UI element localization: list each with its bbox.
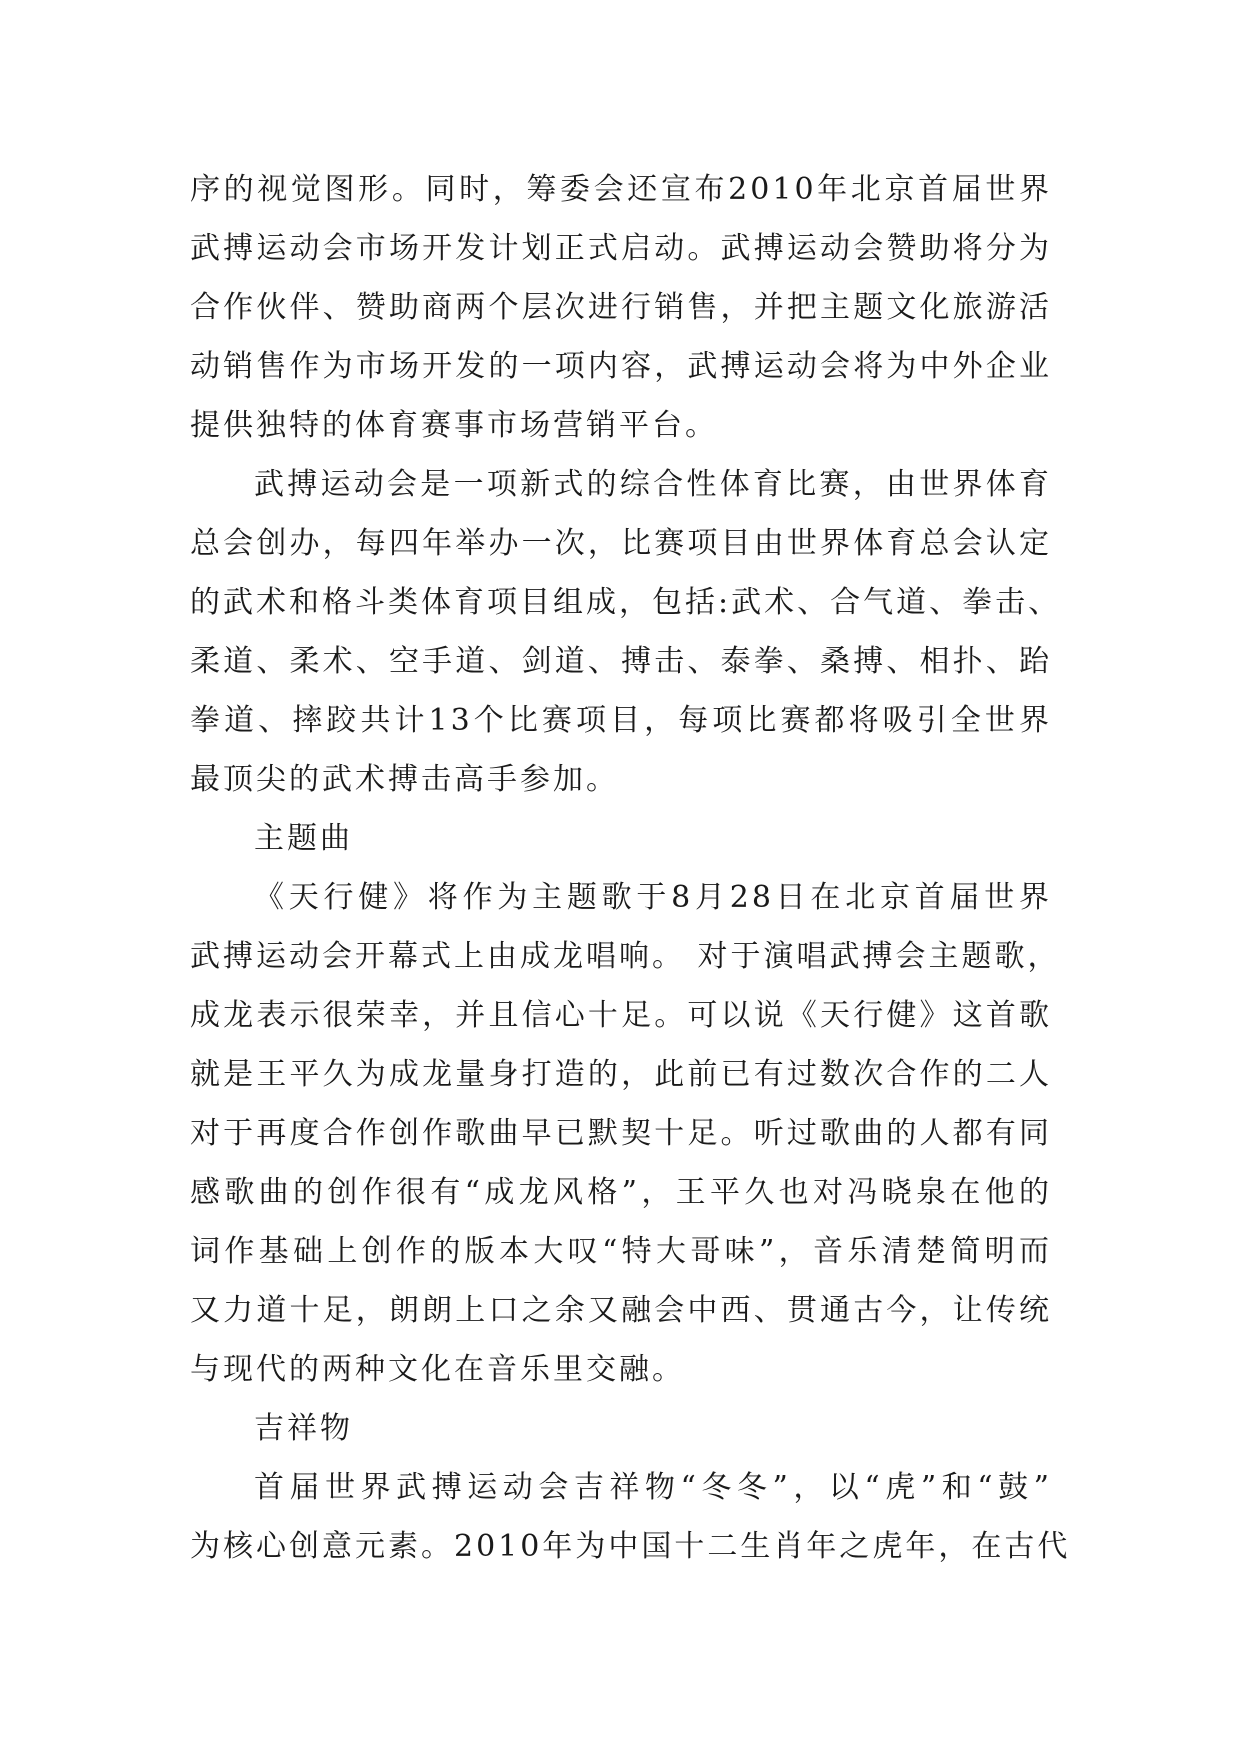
text-line: 最顶尖的武术搏击高手参加。 bbox=[190, 762, 619, 797]
text-line: 主题曲 bbox=[254, 821, 353, 856]
text-line: 总会创办，每四年举办一次，比赛项目由世界体育总会认定 bbox=[190, 526, 1052, 561]
text-line: 合作伙伴、赞助商两个层次进行销售，并把主题文化旅游活 bbox=[190, 290, 1052, 325]
text-line: 《天行健》将作为主题歌于8月28日在北京首届世界 bbox=[254, 880, 1052, 915]
text-line: 对于再度合作创作歌曲早已默契十足。听过歌曲的人都有同 bbox=[190, 1116, 1052, 1151]
text-line: 词作基础上创作的版本大叹“特大哥味”，音乐清楚简明而 bbox=[190, 1234, 1052, 1269]
text-line: 为核心创意元素。2010年为中国十二生肖年之虎年，在古代 bbox=[190, 1529, 1071, 1564]
text-line: 武搏运动会是一项新式的综合性体育比赛，由世界体育 bbox=[254, 467, 1052, 502]
text-line: 又力道十足，朗朗上口之余又融会中西、贯通古今，让传统 bbox=[190, 1293, 1052, 1328]
text-line: 成龙表示很荣幸，并且信心十足。可以说《天行健》这首歌 bbox=[190, 998, 1052, 1033]
text-line: 感歌曲的创作很有“成龙风格”，王平久也对冯晓泉在他的 bbox=[190, 1175, 1052, 1210]
text-line: 动销售作为市场开发的一项内容，武搏运动会将为中外企业 bbox=[190, 349, 1052, 384]
text-line: 就是王平久为成龙量身打造的，此前已有过数次合作的二人 bbox=[190, 1057, 1052, 1092]
text-line: 序的视觉图形。同时，筹委会还宣布2010年北京首届世界 bbox=[190, 172, 1052, 207]
text-line: 提供独特的体育赛事市场营销平台。 bbox=[190, 408, 718, 443]
text-line: 武搏运动会开幕式上由成龙唱响。 对于演唱武搏会主题歌， bbox=[190, 939, 1061, 974]
text-line: 柔道、柔术、空手道、剑道、搏击、泰拳、桑搏、相扑、跆 bbox=[190, 644, 1052, 679]
text-line: 首届世界武搏运动会吉祥物“冬冬”，以“虎”和“鼓” bbox=[254, 1470, 1052, 1505]
text-line: 的武术和格斗类体育项目组成，包括:武术、合气道、拳击、 bbox=[190, 585, 1062, 620]
text-line: 吉祥物 bbox=[254, 1411, 353, 1446]
text-line: 拳道、摔跤共计13个比赛项目，每项比赛都将吸引全世界 bbox=[190, 703, 1052, 738]
text-line: 武搏运动会市场开发计划正式启动。武搏运动会赞助将分为 bbox=[190, 231, 1052, 266]
text-line: 与现代的两种文化在音乐里交融。 bbox=[190, 1352, 685, 1387]
document-body bbox=[190, 160, 1071, 1576]
